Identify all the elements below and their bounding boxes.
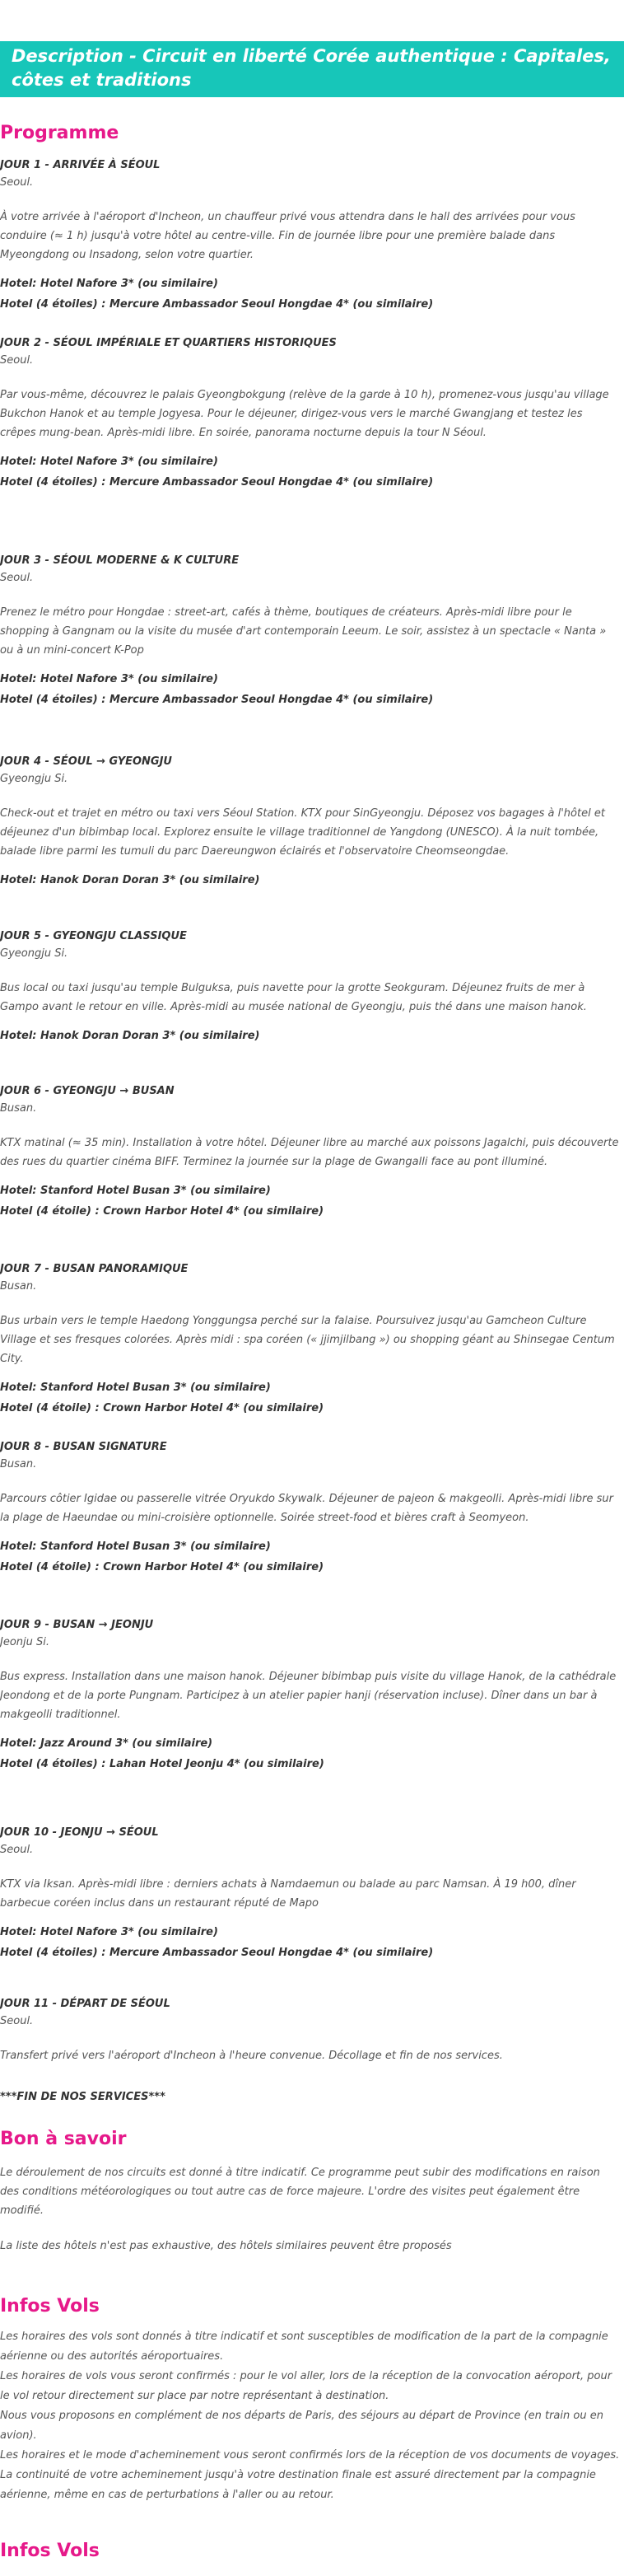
hotel-line: Hotel: Hanok Doran Doran 3* (ou similaire): [0, 874, 260, 886]
day-title: JOUR 2 - SÉOUL IMPÉRIALE ET QUARTIERS HISTORIQUES: [0, 337, 337, 349]
day-title: JOUR 9 - BUSAN → JEONJU: [0, 1619, 154, 1631]
day-city: Seoul.: [0, 176, 34, 189]
day-hotels: [0, 1922, 621, 1963]
day-block: [0, 1084, 621, 1222]
description-banner: [0, 41, 624, 97]
day-hotels: [0, 870, 621, 891]
day-hotels: [0, 1377, 621, 1419]
day-title: JOUR 10 - JEONJU → SÉOUL: [0, 1826, 159, 1839]
infos-vols-heading-repeat: Infos Vols: [0, 2541, 100, 2561]
infos-vols-section: [0, 2327, 621, 2505]
hotel-line: Hotel: Hotel Nafore 3* (ou similaire): [0, 456, 218, 468]
day-hotels: [0, 1733, 621, 1774]
day-city: Jeonju Si.: [0, 1636, 50, 1648]
day-block: [0, 1262, 621, 1419]
day-hotels: [0, 669, 621, 710]
day-block: [0, 755, 621, 891]
day-description: Par vous-même, découvrez le palais Gyeongbokgung (relève de la garde à 10 h), promenez-vous jusqu'au village Bukchon Hanok et au temple Jogyesa. Pour le déjeuner, dirigez-vous vers le marché Gwangjang et testez les crêpes mung-bean. Après-midi libre. En soirée, panorama nocturne depuis la tour N Séoul.: [0, 389, 609, 439]
infos-vols-line: La continuité de votre acheminement jusqu'à votre destination finale est assuré directement par la compagnie aérienne, même en cas de perturbations à l'aller ou au retour.: [0, 2469, 596, 2501]
day-description: Parcours côtier Igidae ou passerelle vitrée Oryukdo Skywalk. Déjeuner de pajeon & makgeolli. Après-midi libre sur la plage de Haeundae ou mini-croisière optionnelle. Soirée street-food et bières craft à Seomyeon.: [0, 1493, 613, 1524]
day-block: [0, 1618, 621, 1774]
day-block: [0, 1440, 621, 1578]
hotel-line: Hotel: Stanford Hotel Busan 3* (ou similaire): [0, 1185, 271, 1197]
hotel-line: Hotel (4 étoiles) : Mercure Ambassador Seoul Hongdae 4* (ou similaire): [0, 476, 434, 489]
day-title: JOUR 7 - BUSAN PANORAMIQUE: [0, 1263, 189, 1275]
day-description: Check-out et trajet en métro ou taxi vers Séoul Station. KTX pour SinGyeongju. Déposez vos bagages à l'hôtel et déjeunez d'un bibimbap local. Explorez ensuite le village traditionnel de Yangdong (UNESCO). À la nuit tombée, balade libre parmi les tumuli du parc Daereungwon éclairés et l'observatoire Cheomseongdae.: [0, 807, 605, 858]
infos-vols-line: Les horaires de vols vous seront confirmés : pour le vol aller, lors de la réception de la convocation aéroport, pour le vol retour directement sur place par notre représentant à destination.: [0, 2370, 612, 2402]
bon-a-savoir-section: [0, 2163, 621, 2256]
hotel-line: Hotel (4 étoile) : Crown Harbor Hotel 4* (ou similaire): [0, 1402, 324, 1414]
hotel-line: Hotel (4 étoiles) : Lahan Hotel Jeonju 4* (ou similaire): [0, 1758, 324, 1770]
bon-a-savoir-heading: Bon à savoir: [0, 2129, 127, 2149]
hotel-line: Hotel: Hotel Nafore 3* (ou similaire): [0, 673, 218, 685]
day-block: [0, 158, 621, 315]
day-description: KTX matinal (≈ 35 min). Installation à votre hôtel. Déjeuner libre au marché aux poissons Jagalchi, puis découverte des rues du quartier cinéma BIFF. Terminez la journée sur la plage de Gwangalli face au pont illuminé.: [0, 1137, 619, 1168]
day-description: Bus express. Installation dans une maison hanok. Déjeuner bibimbap puis visite du village Hanok, de la cathédrale Jeondong et de la porte Pungnam. Participez à un atelier papier hanji (réservation incluse). Dîner dans un bar à makgeolli traditionnel.: [0, 1671, 617, 1721]
day-title: JOUR 8 - BUSAN SIGNATURE: [0, 1441, 167, 1453]
programme-heading: Programme: [0, 123, 119, 143]
day-city: Seoul.: [0, 1844, 34, 1856]
day-city: Gyeongju Si.: [0, 947, 68, 960]
day-title: JOUR 4 - SÉOUL → GYEONGJU: [0, 755, 172, 768]
day-block: [0, 336, 621, 493]
day-description: Bus local ou taxi jusqu'au temple Bulguksa, puis navette pour la grotte Seokguram. Déjeunez fruits de mer à Gampo avant le retour en ville. Après-midi au musée national de Gyeongju, puis thé dans une maison hanok.: [0, 982, 587, 1013]
day-title: JOUR 1 - ARRIVÉE À SÉOUL: [0, 159, 161, 171]
day-title: JOUR 11 - DÉPART DE SÉOUL: [0, 1998, 170, 2010]
hotel-line: Hotel (4 étoiles) : Mercure Ambassador Seoul Hongdae 4* (ou similaire): [0, 1947, 434, 1959]
day-hotels: [0, 1180, 621, 1222]
infos-vols-line: Les horaires et le mode d'acheminement vous seront confirmés lors de la réception de vos documents de voyages.: [0, 2449, 620, 2461]
end-of-services-note: ***FIN DE NOS SERVICES***: [0, 2091, 165, 2103]
day-description: KTX via Iksan. Après-midi libre : derniers achats à Namdaemun ou balade au parc Namsan. À 19 h00, dîner barbecue coréen inclus dans un restaurant réputé de Mapo: [0, 1878, 576, 1910]
hotel-line: Hotel: Hanok Doran Doran 3* (ou similaire): [0, 1030, 260, 1042]
day-description: Transfert privé vers l'aéroport d'Incheon à l'heure convenue. Décollage et fin de nos services.: [0, 2050, 503, 2062]
infos-vols-heading: Infos Vols: [0, 2296, 100, 2317]
day-city: Seoul.: [0, 572, 34, 584]
day-city: Busan.: [0, 1280, 37, 1293]
day-block: [0, 554, 621, 710]
infos-vols-line: Les horaires des vols sont donnés à titre indicatif et sont susceptibles de modification de la part de la compagnie aérienne ou des autorités aéroportuaires.: [0, 2331, 608, 2363]
hotel-line: Hotel (4 étoiles) : Mercure Ambassador Seoul Hongdae 4* (ou similaire): [0, 298, 434, 311]
hotel-line: Hotel: Jazz Around 3* (ou similaire): [0, 1737, 213, 1750]
day-title: JOUR 6 - GYEONGJU → BUSAN: [0, 1085, 175, 1097]
hotel-line: Hotel: Hotel Nafore 3* (ou similaire): [0, 278, 218, 290]
day-block: [0, 929, 621, 1046]
infos-vols-line: Nous vous proposons en complément de nos départs de Paris, des séjours au départ de Province (en train ou en avion).: [0, 2410, 603, 2442]
bon-a-savoir-paragraph: Le déroulement de nos circuits est donné à titre indicatif. Ce programme peut subir des modifications en raison des conditions météorologiques ou tout autre cas de force majeure. L'ordre des visites peut également être modifié.: [0, 2167, 600, 2217]
day-city: Gyeongju Si.: [0, 773, 68, 785]
day-title: JOUR 3 - SÉOUL MODERNE & K CULTURE: [0, 554, 240, 567]
page-title: Description - Circuit en liberté Corée authentique : Capitales, côtes et traditions: [12, 46, 611, 90]
day-city: Seoul.: [0, 354, 34, 367]
day-hotels: [0, 1536, 621, 1578]
day-block: [0, 1997, 621, 2065]
day-hotels: [0, 451, 621, 493]
day-description: À votre arrivée à l'aéroport d'Incheon, un chauffeur privé vous attendra dans le hall des arrivées pour vous conduire (≈ 1 h) jusqu'à votre hôtel au centre-ville. Fin de journée libre pour une première balade dans Myeongdong ou Insadong, selon votre quartier.: [0, 211, 575, 261]
hotel-line: Hotel: Stanford Hotel Busan 3* (ou similaire): [0, 1540, 271, 1553]
hotel-line: Hotel (4 étoile) : Crown Harbor Hotel 4* (ou similaire): [0, 1561, 324, 1573]
day-hotels: [0, 273, 621, 315]
hotel-line: Hotel: Stanford Hotel Busan 3* (ou similaire): [0, 1382, 271, 1394]
day-hotels: [0, 1026, 621, 1046]
day-block: [0, 1826, 621, 1963]
day-description: Bus urbain vers le temple Haedong Yonggungsa perché sur la falaise. Poursuivez jusqu'au Gamcheon Culture Village et ses fresques colorées. Après midi : spa coréen (« jjimjilbang ») ou shopping géant au Shinsegae Centum City.: [0, 1315, 615, 1365]
day-city: Busan.: [0, 1102, 37, 1115]
bon-a-savoir-paragraph: La liste des hôtels n'est pas exhaustive, des hôtels similaires peuvent être proposés: [0, 2240, 452, 2252]
day-city: Busan.: [0, 1458, 37, 1470]
hotel-line: Hotel: Hotel Nafore 3* (ou similaire): [0, 1926, 218, 1938]
hotel-line: Hotel (4 étoiles) : Mercure Ambassador Seoul Hongdae 4* (ou similaire): [0, 694, 434, 706]
day-title: JOUR 5 - GYEONGJU CLASSIQUE: [0, 930, 187, 942]
hotel-line: Hotel (4 étoile) : Crown Harbor Hotel 4* (ou similaire): [0, 1205, 324, 1218]
day-city: Seoul.: [0, 2015, 34, 2027]
day-description: Prenez le métro pour Hongdae : street-art, cafés à thème, boutiques de créateurs. Après-midi libre pour le shopping à Gangnam ou la visite du musée d'art contemporain Leeum. Le soir, assistez à un spectacle « Nanta » ou à un mini-concert K-Pop: [0, 606, 607, 657]
